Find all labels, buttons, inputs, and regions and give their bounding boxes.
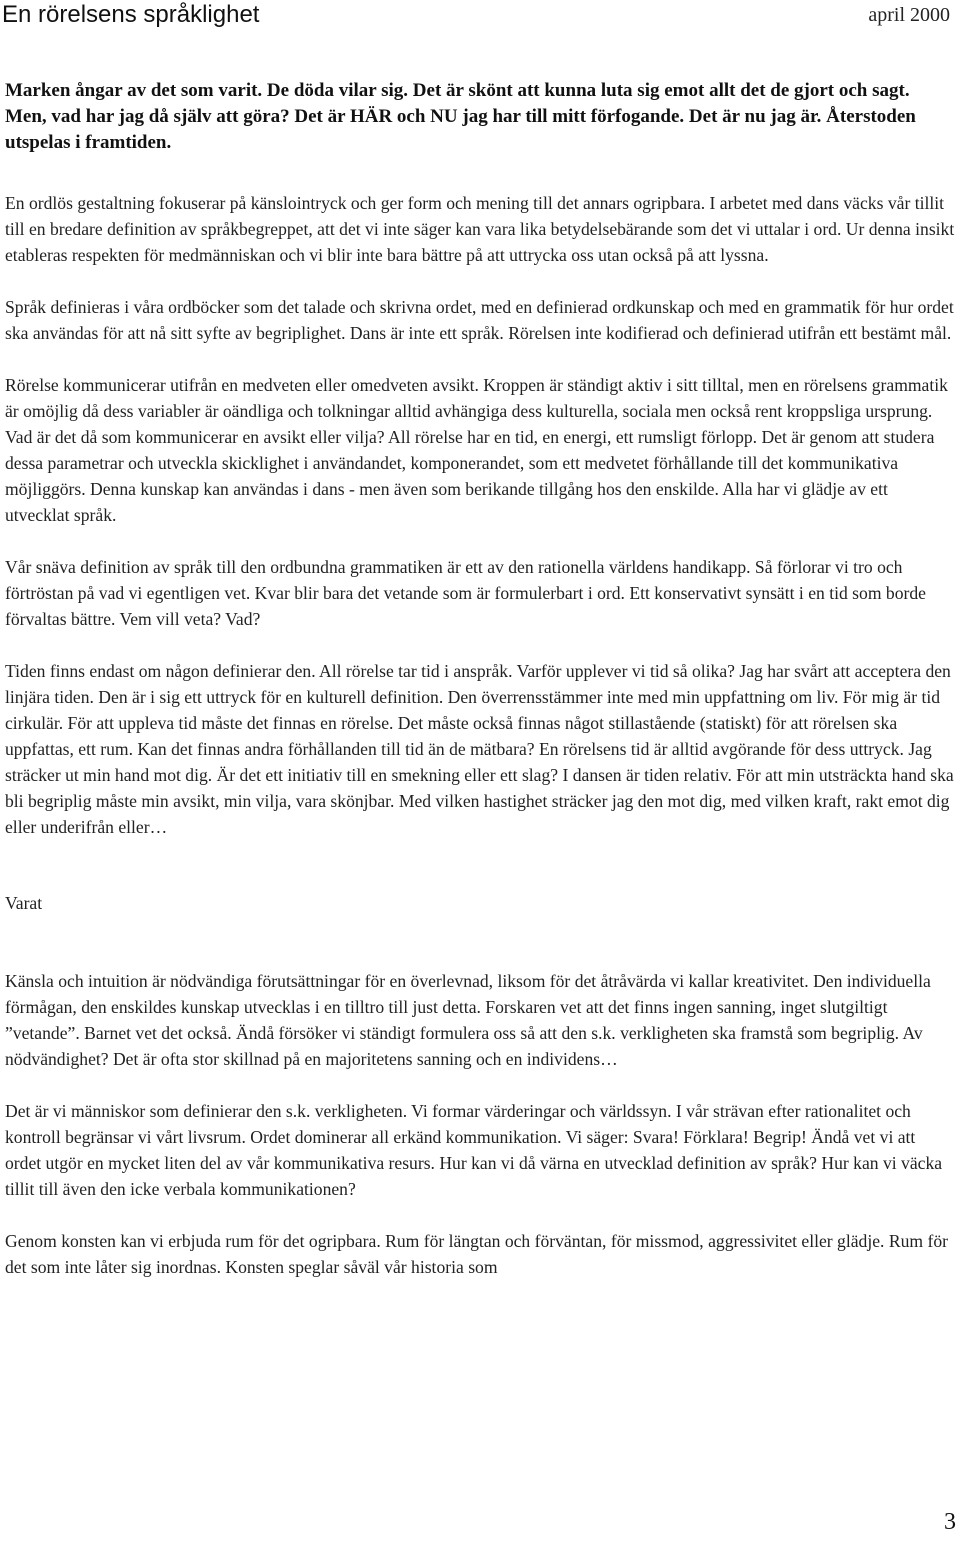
paragraph: Språk definieras i våra ordböcker som det talade och skrivna ordet, med en definierad ordkunskap och med en grammatik för hur ordet ska användas för att nå sitt syfte av begriplighet. Dans är inte ett språk. Rörelsen inte kodifierad och definierad utifrån ett bestämt mål.: [5, 297, 954, 343]
page-number: 3: [944, 1509, 956, 1535]
paragraph: Känsla och intuition är nödvändiga förutsättningar för en överlevnad, liksom för det åtråvärda vi kallar kreativitet. Den individuella förmågan, den enskildes kunskap utvecklas i en tilltro till just detta. Forskaren vet att det finns ingen sanning, inget slutgiltigt ”vetande”. Barnet vet det också. Ändå försöker vi ständigt formulera oss så att den s.k. verkligheten ska framstå som begriplig. Av nödvändighet? Det är ofta stor skillnad på en majoritetens sanning och en individens…: [5, 971, 931, 1069]
paragraph: Vår snäva definition av språk till den ordbundna grammatiken är ett av den rationella världens handikapp. Så förlorar vi tro och förtröstan på vad vi egentligen vet. Kvar blir bara det vetande som är formulerbart i ord. Ett konservativt synsätt i en tid som borde förvaltas bättre. Vem vill veta? Vad?: [5, 557, 926, 629]
document-body: [5, 78, 955, 1306]
paragraph: Rörelse kommunicerar utifrån en medveten eller omedveten avsikt. Kroppen är ständigt aktiv i sitt tilltal, men en rörelsens grammatik är omöjlig då dess variabler är oändliga och tolkningar alltid avhängiga dess kulturella, sociala men också rent kroppsliga ursprung. Vad är det då som kommunicerar en avsikt eller vilja? All rörelse har en tid, en energi, ett rumsligt förlopp. Det är genom att studera dessa parametrar och utveckla skicklighet i användandet, komponerandet, som ett medvetet förhållande till det kommunikativa möjliggörs. Denna kunskap kan användas i dans - men även som berikande tillgång hos den enskilde. Alla har vi glädje av ett utvecklat språk.: [5, 375, 948, 525]
section-heading: Varat: [5, 893, 43, 913]
paragraph: En ordlös gestaltning fokuserar på känslointryck och ger form och mening till det annars ogripbara. I arbetet med dans väcks vår tillit till en bredare definition av språkbegreppet, att det vi inte säger kan vara lika betydelsebärande som det vi uttalar i ord. Ur denna insikt etableras respekten för medmänniskan och vi blir inte bara bättre på att uttrycka oss utan också på att lyssna.: [5, 193, 955, 265]
document-date: april 2000: [868, 4, 950, 26]
paragraph: Det är vi människor som definierar den s.k. verkligheten. Vi formar värderingar och världssyn. I vår strävan efter rationalitet och kontroll begränsar vi vårt livsrum. Ordet dominerar all erkänd kommunikation. Vi säger: Svara! Förklara! Begrip! Ändå vet vi att ordet utgör en mycket liten del av vår kommunikativa resurs. Hur kan vi då värna en utvecklad definition av språk? Hur kan vi väcka tillit till även den icke verbala kommunikationen?: [5, 1101, 943, 1199]
intro-paragraph: Marken ångar av det som varit. De döda vilar sig. Det är skönt att kunna luta sig emot allt det de gjort och sagt. Men, vad har jag då själv att göra? Det är HÄR och NU jag har till mitt förfogande. Det är nu jag är. Återstoden utspelas i framtiden.: [5, 80, 916, 153]
document-title: En rörelsens språklighet: [2, 1, 260, 28]
paragraph: Tiden finns endast om någon definierar den. All rörelse tar tid i anspråk. Varför upplever vi tid så olika? Jag har svårt att acceptera den linjära tiden. Den är i sig ett uttryck för en kulturell definition. Den överrensstämmer inte med min uppfattning om liv. För mig är tid cirkulär. För att uppleva tid måste det finnas en rörelse. Det måste också finnas något stillastående (statiskt) för att rörelsen ska uppfattas, ett rum. Kan det finnas andra förhållanden till tid än de mätbara? En rörelsens tid är alltid avgörande för dess uttryck. Jag sträcker ut min hand mot dig. Är det ett initiativ till en smekning eller ett slag? I dansen är tiden relativ. För att min utsträckta hand ska bli begriplig måste min avsikt, min vilja, vara skönjbar. Med vilken hastighet sträcker jag den mot dig, med vilken kraft, rakt emot dig eller underifrån eller…: [5, 661, 954, 837]
page-header: [0, 0, 960, 40]
paragraph: Genom konsten kan vi erbjuda rum för det ogripbara. Rum för längtan och förväntan, för missmod, aggressivitet eller glädje. Rum för det som inte låter sig inordnas. Konsten speglar såväl vår historia som: [5, 1231, 948, 1277]
